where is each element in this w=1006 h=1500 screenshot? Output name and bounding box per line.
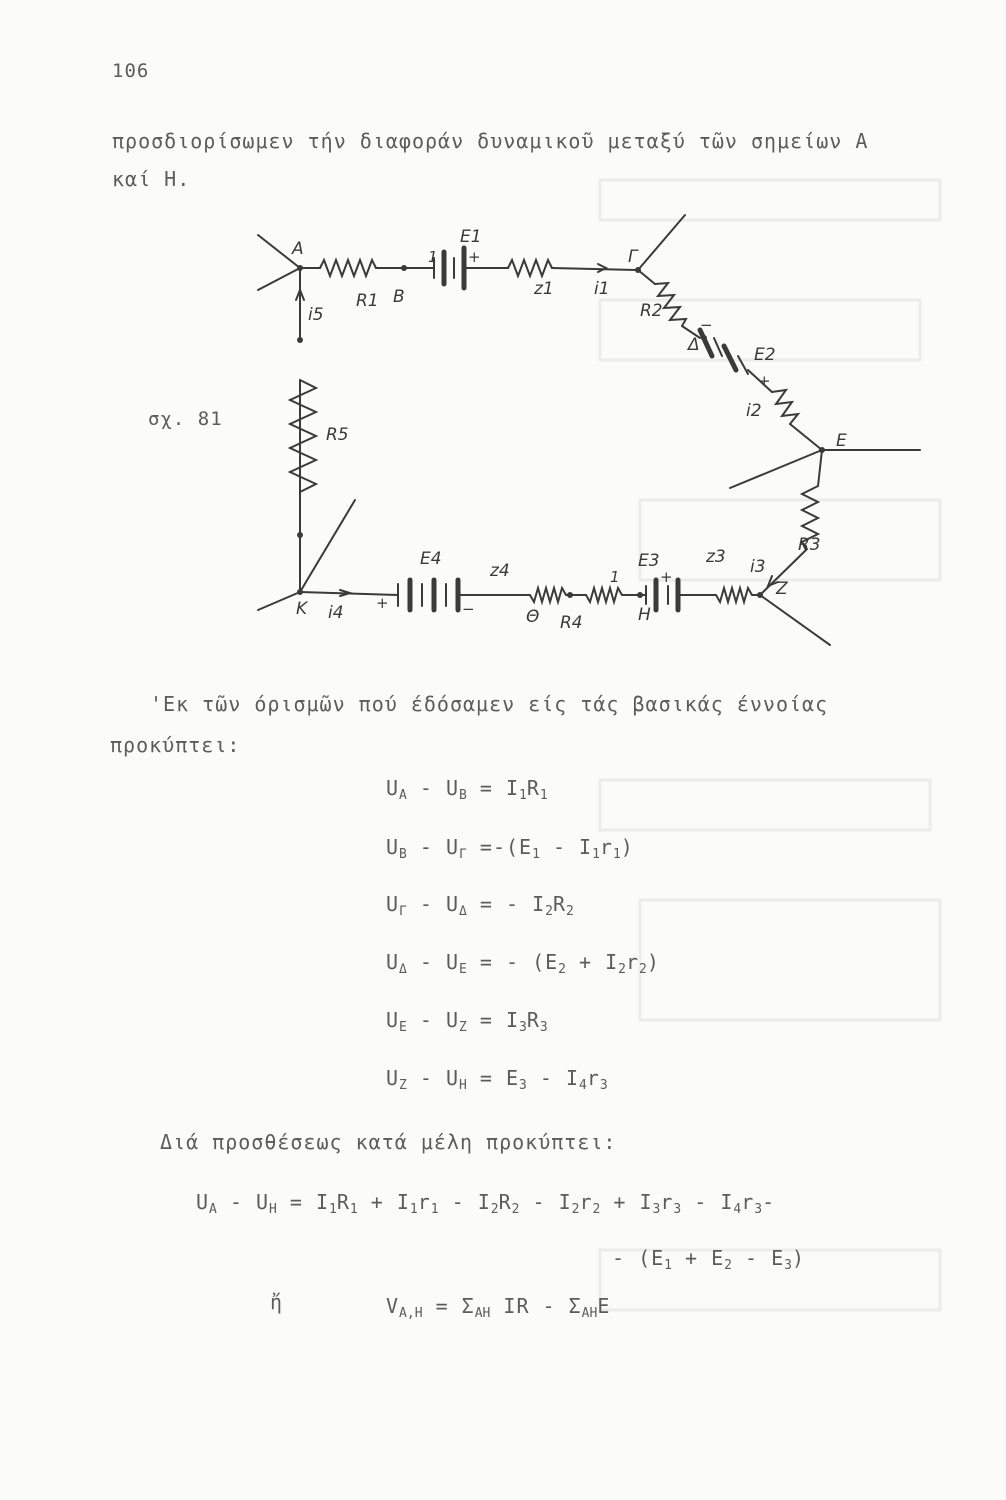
node-label-g: Γ [628, 247, 638, 267]
label-z3: z3 [706, 547, 726, 567]
label-e4: E4 [420, 549, 442, 569]
wire-a-ext2 [258, 268, 300, 290]
circuit-diagram [250, 200, 930, 660]
label-r5: R5 [326, 425, 349, 445]
svg-text:−: − [700, 316, 713, 334]
wire-e-ext2 [730, 450, 822, 488]
node-label-b: B [393, 287, 405, 307]
resistor-z1 [508, 260, 552, 276]
svg-text:+: + [468, 248, 481, 266]
node-label-e: E [836, 431, 847, 451]
node-label-d: Δ [688, 335, 700, 355]
node-label-h: H [638, 605, 651, 625]
node-label-a: A [292, 239, 304, 259]
label-e1: E1 [460, 227, 482, 247]
node-label-z: Z [776, 579, 788, 599]
or-word: ἤ [270, 1290, 284, 1314]
label-i5: i5 [308, 305, 324, 325]
sum-equation-line-1: $U_A - U_H = I_1R_1 + I_1r_1 - I_2R_2 - I_2r_2 + I_3r_3 - I_4r_3-$ [196, 1190, 776, 1217]
svg-text:+: + [660, 568, 673, 586]
label-z1: z1 [534, 279, 554, 299]
label-e3: E3 [638, 551, 660, 571]
page-number: 106 [112, 60, 150, 82]
svg-text:1: 1 [428, 248, 438, 266]
figure-label: σχ. 81 [148, 408, 223, 430]
intro-line-2: καί Η. [112, 167, 191, 191]
label-i4: i4 [328, 603, 344, 623]
resistor-r1 [320, 260, 376, 276]
equation-4: $U_\Delta - U_E$ = - $(E_2 + I_2r_2)$ [386, 950, 660, 977]
sum-intro: Διά προσθέσεως κατά μέλη προκύπτει: [160, 1130, 617, 1154]
conclusion-line-1: 'Εκ τῶν όρισμῶν πού έδόσαμεν είς τάς βασικάς έννοίας [150, 692, 829, 716]
sum-equation-line-2: - $(E_1 + E_2 - E_3)$ [612, 1246, 806, 1273]
resistor-r5 [290, 380, 316, 492]
wire-k-ext1 [300, 500, 355, 592]
wire-k-ext2 [258, 592, 300, 610]
label-i3: i3 [750, 557, 766, 577]
equation-2: $U_B - U_\Gamma =-(E_1 - I_1r_1)$ [386, 835, 634, 862]
label-i2: i2 [746, 401, 762, 421]
label-i1: i1 [594, 279, 610, 299]
label-r3: R3 [798, 535, 821, 555]
resistor-z3 [678, 588, 760, 602]
wire-g-ext [638, 215, 685, 270]
label-z4: z4 [490, 561, 510, 581]
node-label-th: Θ [526, 607, 540, 627]
label-e2: E2 [754, 345, 776, 365]
svg-text:−: − [462, 600, 475, 618]
conclusion-line-2: προκύπτει: [110, 733, 241, 757]
label-r2: R2 [640, 301, 663, 321]
intro-line-1: προσδιορίσωμεν τήν διαφοράν δυναμικοῦ μεταξύ τῶν σημείων Α [112, 129, 869, 153]
svg-text:+: + [758, 372, 771, 390]
resistor-r4 [586, 588, 622, 602]
final-equation: $V_{A,H} = \Sigma_{AH}$ IR - $\Sigma_{AH}E$ [386, 1294, 611, 1321]
equation-1: $U_A - U_B = I_1R_1$ [386, 776, 548, 803]
resistor-z4 [458, 588, 586, 602]
svg-text:1: 1 [610, 568, 620, 586]
resistor-e2-side [772, 390, 798, 424]
intro-paragraph [112, 122, 962, 198]
equation-5: $U_E - U_Z = I_3R_3$ [386, 1008, 548, 1035]
label-r1: R1 [356, 291, 379, 311]
node-label-k: K [296, 599, 308, 619]
equation-3: $U_\Gamma - U_\Delta$ = - $I_2R_2$ [386, 892, 574, 919]
wire-z-ext [760, 595, 830, 645]
equation-6: $U_Z - U_H = E_3 - I_4r_3$ [386, 1066, 608, 1093]
label-r4: R4 [560, 613, 583, 633]
svg-text:+: + [376, 594, 389, 612]
